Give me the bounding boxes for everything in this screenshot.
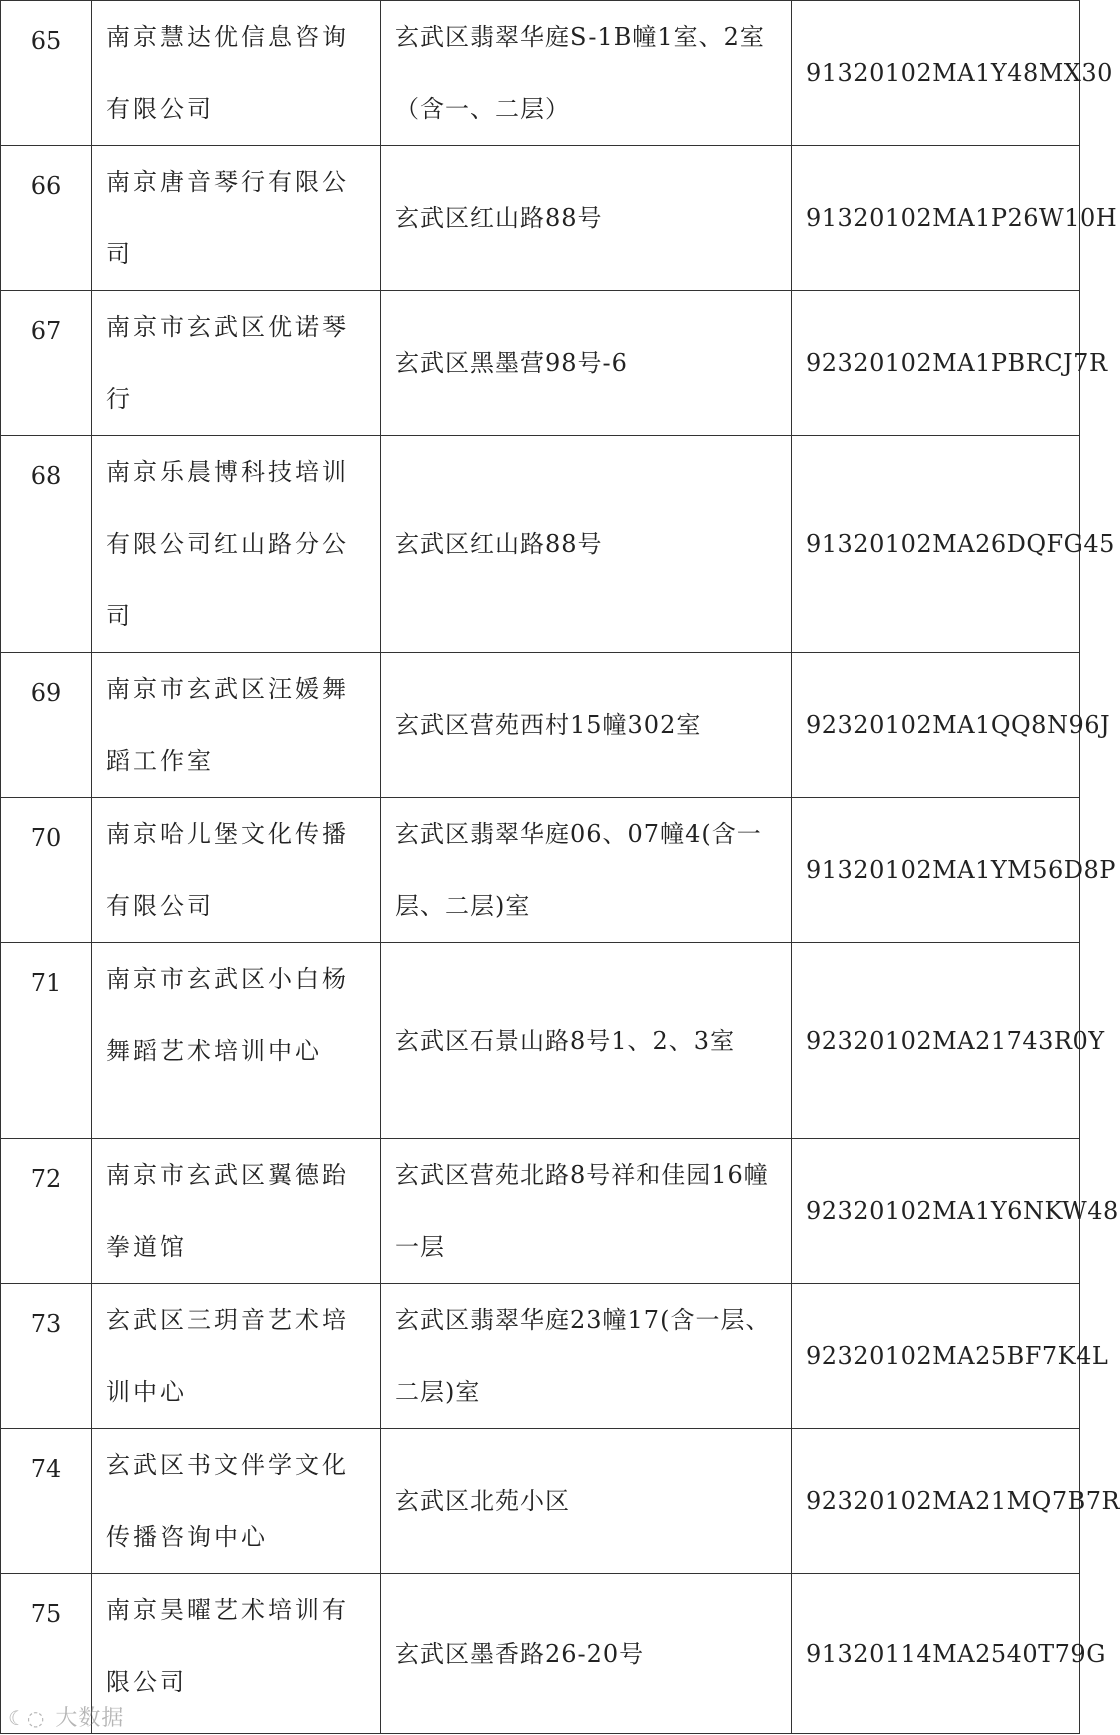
table-row: [1, 1, 1080, 146]
company-address: 玄武区营苑西村15幢302室: [381, 653, 792, 798]
company-name: 南京市玄武区翼德跆拳道馆: [92, 1139, 381, 1284]
credit-code: 92320102MA21MQ7B7R: [792, 1429, 1080, 1574]
table-row: [1, 943, 1080, 1139]
company-address: 玄武区红山路88号: [381, 146, 792, 291]
table-row: [1, 1284, 1080, 1429]
table-row: [1, 436, 1080, 653]
credit-code: 92320102MA1Y6NKW48: [792, 1139, 1080, 1284]
company-address: 玄武区翡翠华庭S-1B幢1室、2室（含一、二层）: [381, 1, 792, 146]
company-name: 南京慧达优信息咨询有限公司: [92, 1, 381, 146]
row-number: 72: [1, 1139, 92, 1284]
company-address: 玄武区石景山路8号1、2、3室: [381, 943, 792, 1139]
company-address: 玄武区北苑小区: [381, 1429, 792, 1574]
table-row: [1, 291, 1080, 436]
row-number: 69: [1, 653, 92, 798]
company-name: 玄武区书文伴学文化传播咨询中心: [92, 1429, 381, 1574]
credit-code: 91320102MA1P26W10H: [792, 146, 1080, 291]
company-address: 玄武区翡翠华庭06、07幢4(含一层、二层)室: [381, 798, 792, 943]
row-number: 71: [1, 943, 92, 1139]
credit-code: 91320102MA1YM56D8P: [792, 798, 1080, 943]
registry-table-body: [1, 1, 1120, 1734]
credit-code: 92320102MA1PBRCJ7R: [792, 291, 1080, 436]
table-row: [1, 798, 1080, 943]
company-name: 南京哈儿堡文化传播有限公司: [92, 798, 381, 943]
company-name: 南京市玄武区优诺琴行: [92, 291, 381, 436]
row-number: 70: [1, 798, 92, 943]
row-number: 75: [1, 1574, 92, 1734]
company-address: 玄武区翡翠华庭23幢17(含一层、二层)室: [381, 1284, 792, 1429]
table-row: [1, 1139, 1080, 1284]
credit-code: 91320102MA1Y48MX30: [792, 1, 1080, 146]
company-address: 玄武区营苑北路8号祥和佳园16幢一层: [381, 1139, 792, 1284]
company-name: 南京市玄武区汪媛舞蹈工作室: [92, 653, 381, 798]
credit-code: 92320102MA21743R0Y: [792, 943, 1080, 1139]
table-row: [1, 146, 1080, 291]
row-number: 66: [1, 146, 92, 291]
company-name: 玄武区三玥音艺术培训中心: [92, 1284, 381, 1429]
weibo-logo-icon: ☾◌: [8, 1706, 46, 1730]
credit-code: 92320102MA25BF7K4L: [792, 1284, 1080, 1429]
row-number: 73: [1, 1284, 92, 1429]
company-name: 南京乐晨博科技培训有限公司红山路分公司: [92, 436, 381, 653]
company-name: 南京市玄武区小白杨舞蹈艺术培训中心: [92, 943, 381, 1139]
credit-code: 91320114MA2540T79G: [792, 1574, 1080, 1734]
table-row: [1, 1429, 1080, 1574]
company-address: 玄武区红山路88号: [381, 436, 792, 653]
row-number: 68: [1, 436, 92, 653]
company-name: 南京昊曜艺术培训有限公司: [92, 1574, 381, 1734]
credit-code: 92320102MA1QQ8N96J: [792, 653, 1080, 798]
row-number: 65: [1, 1, 92, 146]
company-address: 玄武区墨香路26-20号: [381, 1574, 792, 1734]
row-number: 74: [1, 1429, 92, 1574]
table-row: [1, 653, 1080, 798]
row-number: 67: [1, 291, 92, 436]
company-name: 南京唐音琴行有限公司: [92, 146, 381, 291]
company-address: 玄武区黑墨营98号-6: [381, 291, 792, 436]
watermark-text: 大数据: [55, 1706, 125, 1731]
watermark: [8, 1701, 124, 1732]
credit-code: 91320102MA26DQFG45: [792, 436, 1080, 653]
table-row: [1, 1574, 1080, 1734]
